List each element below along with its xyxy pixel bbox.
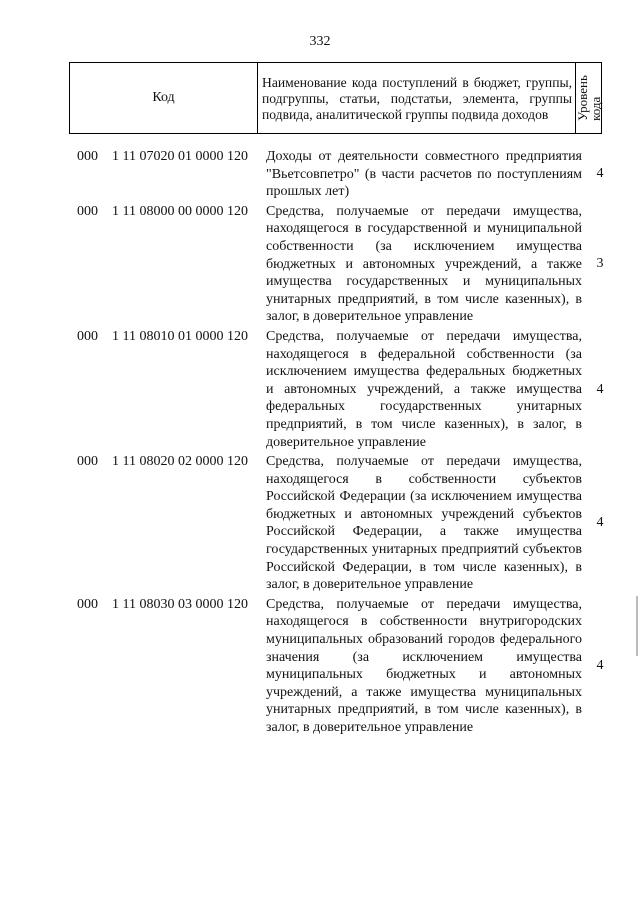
row-name: Средства, получаемые от передачи имущества, находящегося в собственности внутригородских муниципальных образований городов федерального значения (за исключением имущества муниципальных бюджетных и автономных учреждений, а также имущества муниципальных унитарных предприятий, в том числе казенных), в залог, в доверительное управление bbox=[266, 596, 582, 735]
page-number: 332 bbox=[309, 34, 331, 49]
header-name-label: Наименование кода поступлений в бюджет, группы, подгруппы, статьи, подстатьи, элемента, группы подвида, аналитической группы подвида доходов bbox=[262, 75, 572, 122]
header-name-cell bbox=[258, 63, 576, 134]
row-level: 4 bbox=[596, 166, 604, 182]
row-classification-code: 1 11 08010 01 0000 120 bbox=[112, 328, 248, 344]
row-name: Средства, получаемые от передачи имущества, находящегося в собственности субъектов Российской Федерации (за исключением имущества бюджетных и автономных учреждений субъектов Российской Федерации, а также имущества государственных унитарных предприятий субъектов Российской Федерации, в том числе казенных), в залог, в доверительное управление bbox=[266, 454, 582, 593]
row-classification-code: 1 11 07020 01 0000 120 bbox=[112, 149, 248, 164]
header-level-cell bbox=[576, 63, 602, 134]
header-level-label-line2: кода bbox=[587, 96, 603, 121]
row-admin-code: 000 bbox=[77, 454, 98, 470]
row-admin-code: 000 bbox=[77, 149, 98, 164]
table-row bbox=[0, 453, 640, 594]
row-name: Средства, получаемые от передачи имущества, находящегося в федеральной собственности (за исключением имущества федеральных бюджетных и автономных учреждений, а также имущества федеральных государственных унитарных предприятий, в том числе казенных), в залог, в доверительное управление bbox=[266, 328, 582, 450]
table-row bbox=[0, 596, 640, 737]
row-admin-code: 000 bbox=[77, 203, 98, 219]
row-level: 3 bbox=[596, 256, 604, 272]
table-row bbox=[0, 203, 640, 326]
table-row bbox=[0, 328, 640, 451]
header-level-label bbox=[576, 75, 602, 121]
row-classification-code: 1 11 08020 02 0000 120 bbox=[112, 454, 248, 470]
row-level: 4 bbox=[596, 515, 604, 531]
row-name: Доходы от деятельности совместного предприятия "Вьетсовпетро" (в части расчетов по поступлениям прошлых лет) bbox=[266, 149, 582, 200]
header-level-label-line1: Уровень bbox=[574, 75, 590, 121]
table-header bbox=[69, 62, 602, 134]
row-admin-code: 000 bbox=[77, 328, 98, 344]
row-admin-code: 000 bbox=[77, 596, 98, 612]
row-level: 4 bbox=[596, 381, 604, 397]
row-classification-code: 1 11 08000 00 0000 120 bbox=[112, 203, 248, 219]
row-classification-code: 1 11 08030 03 0000 120 bbox=[112, 596, 248, 612]
table-body bbox=[0, 148, 640, 737]
table-row bbox=[0, 148, 640, 201]
row-name: Средства, получаемые от передачи имущества, находящегося в государственной и муниципальной собственности (за исключением имущества бюджетных и автономных учреждений, а также имущества государственных и муниципальных унитарных предприятий, в том числе казенных), в залог, в доверительное управление bbox=[266, 203, 582, 325]
header-code-label: Код bbox=[152, 90, 175, 105]
header-code-cell bbox=[70, 63, 258, 134]
scan-edge-mark bbox=[636, 596, 638, 656]
row-level: 4 bbox=[596, 658, 604, 674]
